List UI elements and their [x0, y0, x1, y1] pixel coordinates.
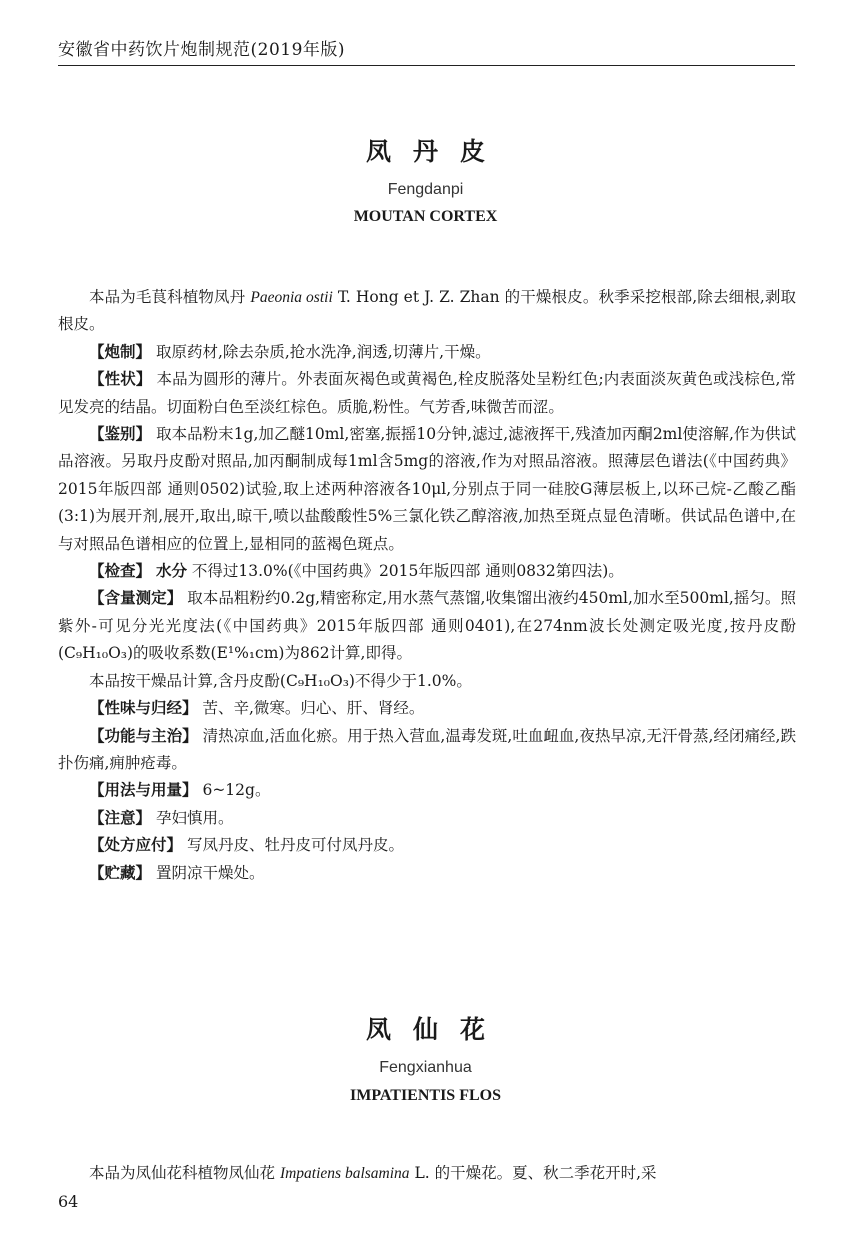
section-jianbie: 【鉴别】 取本品粉末1g,加乙醚10ml,密塞,振摇10分钟,滤过,滤液挥干,残渣加丙酮2ml使溶解,作为供试品溶液。另取丹皮酚对照品,加丙酮制成每1ml含5mg的溶液,作为对照品溶液。照薄层色谱法(《中国药典》2015年版四部 通则0502)试验,取上述两种溶液各10μl,分别点于同一硅胶G薄层板上,以环己烷-乙酸乙酯(3:1)为展开剂,展开,取出,晾干,喷以盐酸酸性5%三氯化铁乙醇溶液,加热至斑点显色清晰。供试品色谱中,在与对照品色谱相应的位置上,显相同的蓝褐色斑点。 [58, 425, 796, 553]
section-zhuyi: 【注意】 孕妇慎用。 [89, 808, 234, 827]
section-gongneng: 【功能与主治】 清热凉血,活血化瘀。用于热入营血,温毒发斑,吐血衄血,夜热早凉,无汗骨蒸,经闭痛经,跌扑伤痛,痈肿疮毒。 [58, 726, 796, 772]
entry-title: 凤丹皮 [365, 137, 507, 166]
species-name: Impatiens balsamina [279, 1165, 410, 1182]
section-jiancha: 【检查】 水分 不得过13.0%(《中国药典》2015年版四部 通则0832第四法)。 [89, 562, 624, 581]
section-xingwei: 【性味与归经】 苦、辛,微寒。归心、肝、肾经。 [89, 699, 425, 718]
section-label: 【处方应付】 [89, 836, 183, 855]
section-label: 【性状】 [89, 370, 152, 389]
species-name: Paeonia ostii [250, 289, 333, 306]
section-label: 【用法与用量】 [89, 781, 198, 800]
page-number: 64 [58, 1192, 79, 1211]
entry-latin-name: MOUTAN CORTEX [353, 208, 498, 225]
intro-paragraph: 本品为毛茛科植物凤丹 Paeonia ostii T. Hong et J. Z. Zhan 的干燥根皮。秋季采挖根部,除去细根,剥取根皮。 [58, 288, 797, 334]
entry-body [58, 1160, 796, 1187]
entry-pinyin: Fengdanpi [387, 181, 464, 198]
section-yongfa: 【用法与用量】 6~12g。 [89, 781, 271, 800]
section-zhucang: 【贮藏】 置阴凉干燥处。 [89, 863, 265, 882]
section-chufang: 【处方应付】 写凤丹皮、牡丹皮可付凤丹皮。 [89, 836, 404, 855]
section-hanliang: 【含量测定】 取本品粗粉约0.2g,精密称定,用水蒸气蒸馏,收集馏出液约450ml,加水至500ml,摇匀。照紫外-可见分光光度法(《中国药典》2015年版四部 通则0401),在274nm波长处测定吸光度,按丹皮酚(C₉H₁₀O₃)的吸收系数(E¹%₁cm)为862计算,即得。 [58, 589, 796, 663]
section-label: 【注意】 [89, 808, 152, 827]
section-label: 【贮藏】 [89, 863, 152, 882]
entry-title: 凤仙花 [365, 1015, 507, 1044]
subsection-label: 水分 [155, 562, 187, 581]
intro-paragraph: 本品为凤仙花科植物凤仙花 Impatiens balsamina L. 的干燥花。夏、秋二季花开时,采 [89, 1164, 657, 1182]
entry-body [58, 284, 796, 887]
section-xingzhuang: 【性状】 本品为圆形的薄片。外表面灰褐色或黄褐色,栓皮脱落处呈粉红色;内表面淡灰黄色或浅棕色,常见发亮的结晶。切面粉白色至淡红棕色。质脆,粉性。气芳香,味微苦而涩。 [58, 370, 796, 416]
section-label: 【性味与归经】 [89, 699, 198, 718]
section-label: 【检查】 [89, 562, 152, 581]
section-label: 【鉴别】 [89, 425, 152, 444]
entry-latin-name: IMPATIENTIS FLOS [350, 1087, 501, 1104]
section-label: 【含量测定】 [89, 589, 183, 608]
section-paozhi: 【炮制】 取原药材,除去杂质,抢水洗净,润透,切薄片,干燥。 [89, 342, 491, 361]
header-rule [58, 65, 795, 66]
content-note: 本品按干燥品计算,含丹皮酚(C₉H₁₀O₃)不得少于1.0%。 [89, 671, 472, 690]
running-header: 安徽省中药饮片炮制规范(2019年版) [58, 40, 346, 60]
entry-pinyin: Fengxianhua [379, 1059, 472, 1076]
section-label: 【功能与主治】 [89, 726, 198, 745]
section-label: 【炮制】 [89, 342, 152, 361]
